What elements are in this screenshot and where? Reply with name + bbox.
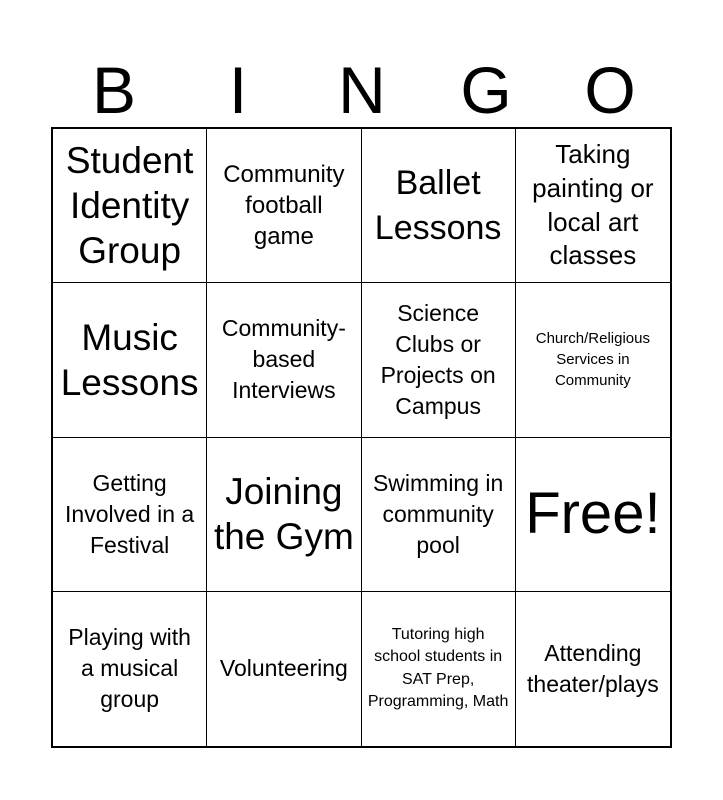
bingo-cell[interactable] — [362, 283, 516, 437]
bingo-cell[interactable] — [362, 129, 516, 283]
bingo-header — [52, 52, 672, 128]
free-space-text: Free! — [525, 481, 661, 547]
bingo-cell[interactable] — [207, 129, 361, 283]
bingo-cell[interactable] — [53, 438, 207, 592]
bingo-cell[interactable] — [207, 283, 361, 437]
bingo-cell-text: Church/Religious Services in Community — [535, 330, 650, 390]
bingo-cell-text: Joining the Gym — [213, 471, 354, 558]
bingo-cell[interactable] — [53, 592, 207, 746]
header-letter-b: B — [91, 53, 137, 127]
header-letter-n: N — [338, 53, 386, 127]
header-letter-o: O — [584, 53, 636, 127]
bingo-cell-text: Getting Involved in a Festival — [65, 469, 195, 558]
bingo-cell-text: Community-based Interviews — [221, 315, 346, 404]
bingo-cell-text: Attending theater/plays — [527, 639, 659, 697]
bingo-cell[interactable] — [207, 438, 361, 592]
bingo-cell[interactable] — [516, 129, 670, 283]
header-letter-i: I — [228, 53, 248, 127]
bingo-cell[interactable] — [53, 283, 207, 437]
bingo-cell-text: Student Identity Group — [65, 139, 194, 272]
bingo-cell-text: Community football game — [223, 160, 345, 251]
bingo-cell-text: Taking painting or local art classes — [532, 139, 654, 271]
bingo-board — [51, 127, 672, 748]
bingo-cell-text: Swimming in community pool — [372, 469, 504, 558]
bingo-cell-text: Ballet Lessons — [374, 164, 502, 247]
header-letter-g: G — [460, 53, 512, 127]
bingo-cell-text: Volunteering — [219, 655, 348, 682]
bingo-cell-text: Playing with a musical group — [68, 624, 191, 713]
bingo-cell-text: Music Lessons — [60, 316, 199, 403]
bingo-cell-text: Science Clubs or Projects on Campus — [380, 299, 496, 419]
bingo-cell[interactable] — [516, 592, 670, 746]
bingo-cell-text: Tutoring high school students in SAT Prep, Programming, Math — [367, 626, 509, 711]
bingo-cell[interactable] — [207, 592, 361, 746]
free-space[interactable] — [516, 438, 670, 592]
bingo-cell[interactable] — [362, 438, 516, 592]
bingo-cell[interactable] — [516, 283, 670, 437]
bingo-cell[interactable] — [53, 129, 207, 283]
bingo-cell[interactable] — [362, 592, 516, 746]
